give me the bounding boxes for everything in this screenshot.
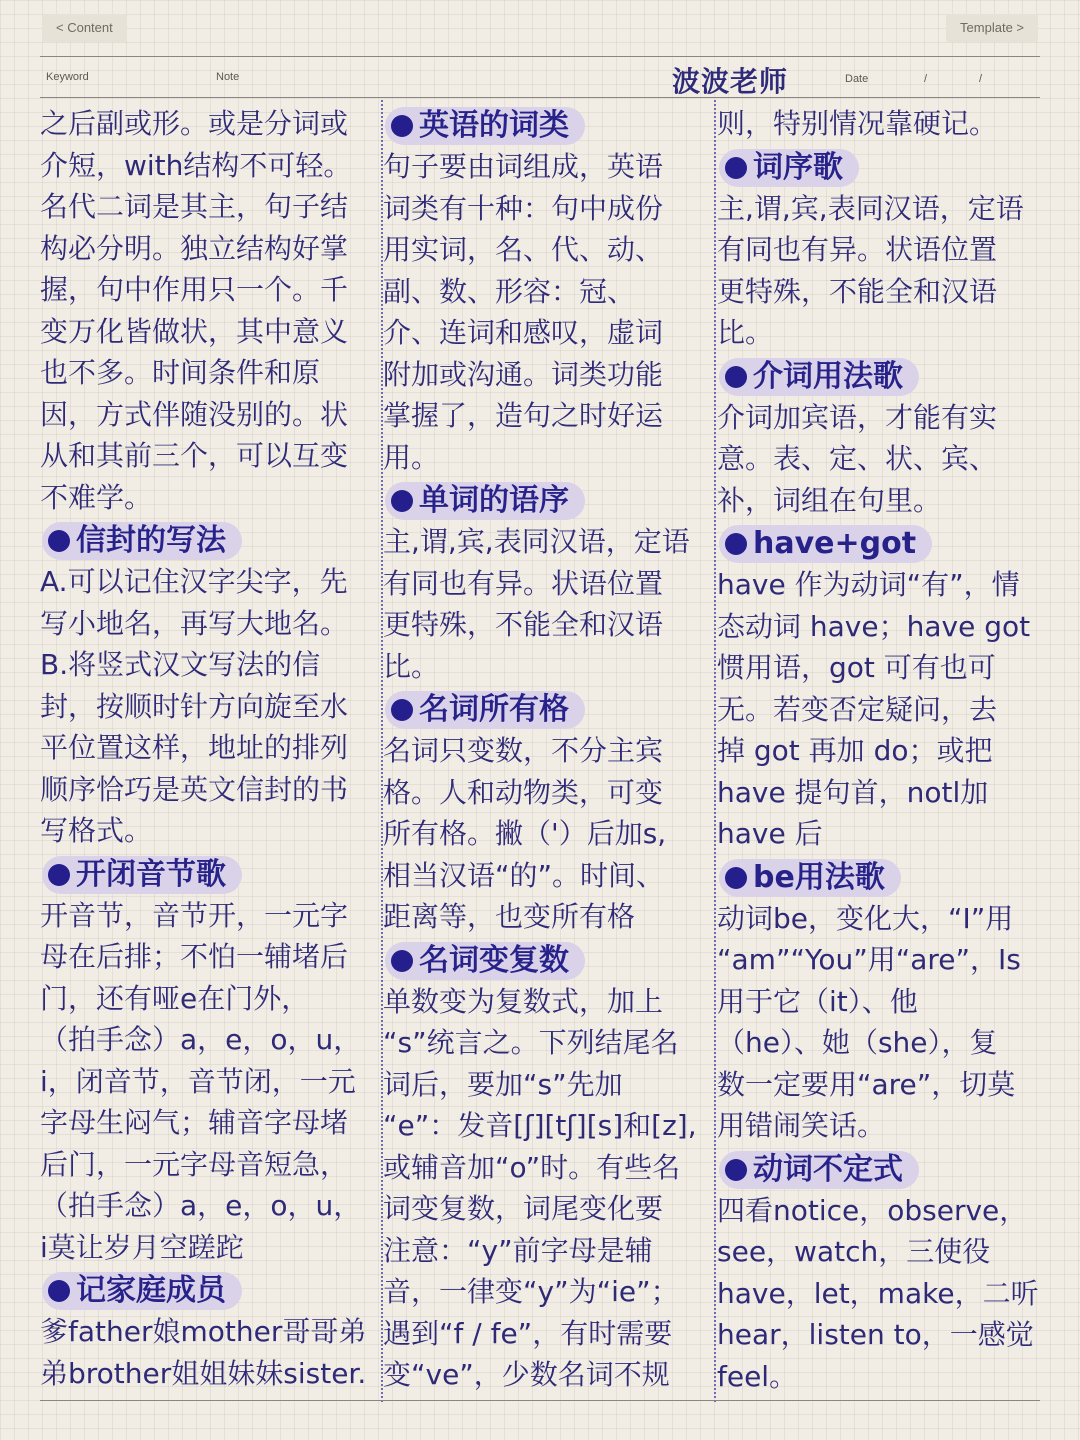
note-paragraph: A.可以记住汉字尖字，先 写小地名，再写大地名。 B.将竖式汉文写法的信 封，按顺时针方向旋至水 平位置这样，地址的排列 顺序恰巧是英文信封的书 写格式。 bbox=[40, 565, 349, 847]
note-paragraph: 之后副或形。或是分词或 介短，with结构不可轻。 名代二词是其主，句子结 构必分明。独立结构好掌 握，句中作用只一个。千 变万化皆做状，其中意义 也不多。时间条件和原 因，方式伴随没别的。状 从和其前三个，可以互变 不难学。 bbox=[40, 107, 352, 514]
section-heading-text: have+got bbox=[753, 526, 917, 561]
bullet-dot-icon bbox=[391, 950, 413, 972]
section-heading-text: 名词变复数 bbox=[419, 942, 569, 978]
bullet-dot-icon bbox=[48, 1280, 70, 1302]
date-label: Date bbox=[845, 73, 869, 85]
bullet-dot-icon bbox=[725, 366, 747, 388]
template-button[interactable]: Template > bbox=[946, 14, 1038, 42]
note-paragraph: 动词be，变化大，“I”用 “am”“You”用“are”，Is 用于它（it）、他 （he）、她（she），复 数一定要用“are”，切莫 用错闹笑话。 bbox=[717, 901, 1021, 1142]
section-heading-text: 词序歌 bbox=[753, 149, 843, 185]
footer-rule bbox=[40, 1400, 1040, 1401]
note-paragraph: 爹father娘mother哥哥弟 弟brother姐姐妹妹sister. bbox=[40, 1315, 367, 1390]
note-paragraph: 单数变为复数式，加上 “s”统言之。下列结尾名 词后，要加“s”先加 “e”：发音[ʃ][tʃ][s]和[z], 或辅音加“o”时。有些名 词变复数，词尾变化要 注意：“y”前字母是辅 音，一律变“y”为“ie”； 遇到“f / fe”，有时需要 变“ve”，少数名词不规 bbox=[383, 984, 697, 1391]
note-paragraph: 名词只变数，不分主宾 格。人和动物类，可变 所有格。撇（'）后加s, 相当汉语“的”。时间、 距离等，也变所有格 bbox=[383, 734, 667, 933]
section-heading bbox=[42, 856, 242, 894]
back-to-content-button[interactable]: < Content bbox=[42, 14, 127, 42]
section-heading bbox=[719, 859, 901, 897]
bullet-dot-icon bbox=[48, 530, 70, 552]
notes-column-1 bbox=[40, 103, 380, 1398]
bullet-dot-icon bbox=[391, 115, 413, 137]
date-slash-2: / bbox=[979, 73, 983, 85]
note-paragraph: 则，特别情况靠硬记。 bbox=[717, 107, 998, 140]
section-heading bbox=[385, 942, 585, 980]
section-heading-text: 英语的词类 bbox=[419, 108, 569, 143]
bullet-dot-icon bbox=[391, 490, 413, 512]
section-heading bbox=[719, 1151, 919, 1189]
section-heading bbox=[385, 107, 585, 145]
note-paragraph: 主,谓,宾,表同汉语，定语 有同也有异。状语位置 更特殊，不能全和汉语 比。 bbox=[383, 525, 690, 683]
bullet-dot-icon bbox=[725, 867, 747, 889]
note-paragraph: 主,谓,宾,表同汉语，定语 有同也有异。状语位置 更特殊，不能全和汉语 比。 bbox=[717, 191, 1024, 349]
section-heading-text: be用法歌 bbox=[753, 859, 885, 895]
section-heading-text: 单词的语序 bbox=[419, 483, 569, 518]
note-paragraph: 四看notice，observe， see，watch，三使役 have，let，make，二听 hear，listen to，一感觉 feel。 bbox=[717, 1193, 1039, 1393]
section-heading bbox=[719, 525, 932, 563]
bullet-dot-icon bbox=[725, 1159, 747, 1181]
section-heading bbox=[719, 149, 859, 187]
note-paragraph: 句子要由词组成，英语 词类有十种：句中成份 用实词，名、代、动、 副、数、形容：冠、 介、连词和感叹，虚词 附加或沟通。词类功能 掌握了，造句之时好运 用。 bbox=[383, 150, 664, 474]
column-divider-2 bbox=[714, 100, 716, 1402]
note-paragraph: have 作为动词“有”，情 态动词 have；have got 惯用语，got 可有也可 无。若变否定疑问，去 掉 got 再加 do；或把 have 提句首，notl加 have 后 bbox=[717, 568, 1031, 850]
header-top-rule bbox=[40, 56, 1040, 57]
section-heading bbox=[42, 522, 242, 560]
notes-column-3 bbox=[717, 103, 1047, 1398]
section-heading-text: 动词不定式 bbox=[753, 1151, 903, 1187]
bullet-dot-icon bbox=[725, 533, 747, 555]
bullet-dot-icon bbox=[48, 864, 70, 886]
page-title: 波波老师 bbox=[672, 65, 789, 98]
section-heading bbox=[385, 691, 585, 729]
note-paragraph: 介词加宾语，才能有实 意。表、定、状、宾、 补，词组在句里。 bbox=[717, 400, 998, 517]
section-heading-text: 名词所有格 bbox=[419, 692, 569, 727]
bullet-dot-icon bbox=[391, 699, 413, 721]
date-slash-1: / bbox=[924, 73, 928, 85]
section-heading-text: 信封的写法 bbox=[76, 523, 226, 558]
bullet-dot-icon bbox=[725, 157, 747, 179]
note-paragraph: 开音节，音节开，一元字 母在后排；不怕一辅堵后 门，还有哑e在门外， （拍手念）a，e，o，u， i，闭音节，音节闭，一元 字母生闷气；辅音字母堵 后门，一元字母音短急， （拍手念）a，e，o，u， i莫让岁月空蹉跎 bbox=[40, 898, 362, 1264]
note-label: Note bbox=[216, 71, 240, 83]
notes-column-2 bbox=[383, 103, 713, 1398]
section-heading bbox=[719, 358, 919, 396]
section-heading bbox=[385, 482, 585, 520]
section-heading-text: 记家庭成员 bbox=[76, 1273, 226, 1308]
section-heading-text: 开闭音节歌 bbox=[76, 856, 226, 892]
section-heading bbox=[42, 1272, 242, 1310]
section-heading-text: 介词用法歌 bbox=[753, 358, 903, 394]
header-bottom-rule bbox=[40, 97, 1040, 98]
keyword-label: Keyword bbox=[46, 71, 89, 83]
